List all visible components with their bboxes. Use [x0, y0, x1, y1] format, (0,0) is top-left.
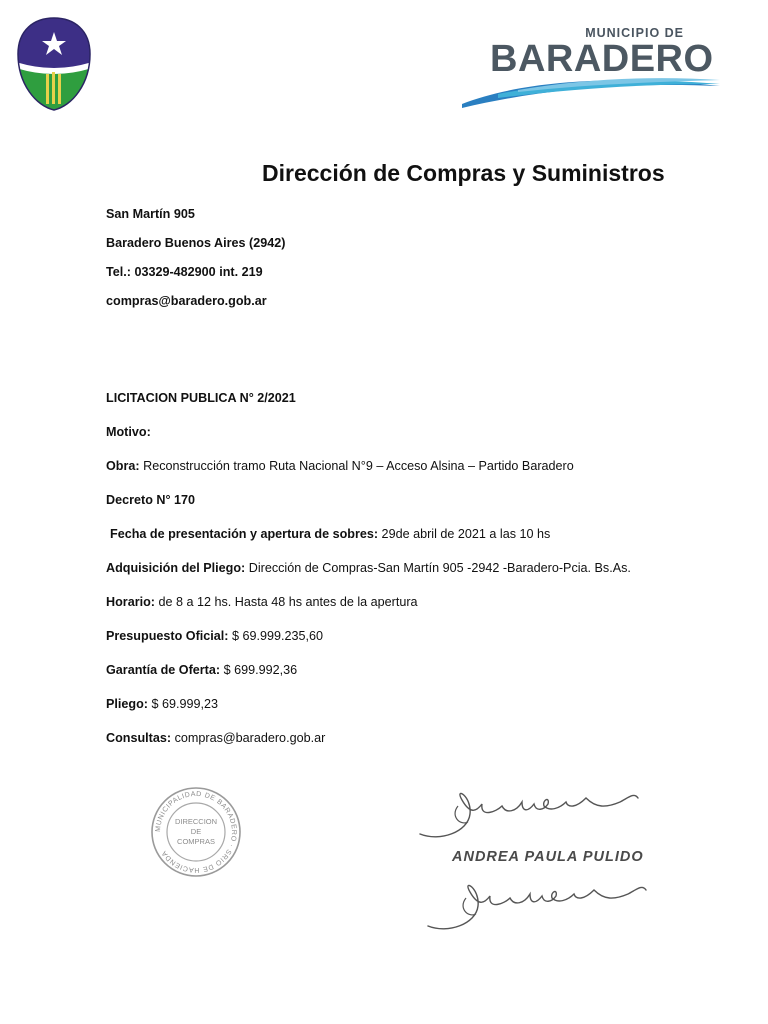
pliego-row	[106, 696, 746, 730]
consultas-row	[106, 730, 746, 764]
tender-details	[106, 390, 746, 764]
adquisicion-label: Adquisición del Pliego:	[106, 561, 246, 575]
adquisicion-value: Dirección de Compras-San Martín 905 -2942 -Baradero-Pcia. Bs.As.	[245, 561, 631, 575]
obra-row	[106, 458, 746, 492]
phone-line: Tel.: 03329-482900 int. 219	[106, 265, 263, 279]
presupuesto-row	[106, 628, 746, 662]
pliego-value: $ 69.999,23	[147, 697, 219, 711]
adquisicion-row	[106, 560, 746, 594]
pliego-label: Pliego:	[106, 697, 148, 711]
stamp-inner-line2: DE	[190, 827, 202, 836]
presupuesto-label: Presupuesto Oficial:	[106, 629, 229, 643]
garantia-row	[106, 662, 746, 696]
horario-row	[106, 594, 746, 628]
fecha-label: Fecha de presentación y apertura de sobres:	[110, 527, 379, 541]
official-stamp-icon	[150, 786, 242, 878]
decreto-label: Decreto N° 170	[106, 493, 196, 507]
horario-label: Horario:	[106, 595, 155, 609]
signer-name: ANDREA PAULA PULIDO	[452, 849, 644, 865]
municipio-logo	[458, 20, 728, 110]
decreto-row	[106, 492, 746, 526]
page-title: Dirección de Compras y Suministros	[262, 160, 665, 186]
obra-label: Obra:	[106, 459, 140, 473]
motivo-label: Motivo:	[106, 425, 151, 439]
stamp-outer-text: MUNICIPALIDAD DE BARADERO · SRIO DE HACIENDA	[154, 790, 238, 874]
consultas-value: compras@baradero.gob.ar	[171, 731, 326, 745]
garantia-label: Garantía de Oferta:	[106, 663, 221, 677]
licitacion-label: LICITACION PUBLICA N° 2/2021	[106, 391, 296, 405]
garantia-value: $ 699.992,36	[220, 663, 298, 677]
city-line: Baradero Buenos Aires (2942)	[106, 236, 286, 250]
fecha-value: 29de abril de 2021 a las 10 hs	[378, 527, 551, 541]
email-line: compras@baradero.gob.ar	[106, 294, 267, 308]
logo-swoosh-icon	[458, 64, 728, 110]
horario-value: de 8 a 12 hs. Hasta 48 hs antes de la apertura	[154, 595, 418, 609]
obra-value: Reconstrucción tramo Ruta Nacional N°9 – Acceso Alsina – Partido Baradero	[139, 459, 574, 473]
handwritten-signature-repeat	[420, 868, 660, 938]
municipio-name: BARADERO	[490, 38, 714, 80]
motivo-row	[106, 424, 746, 458]
municipio-subtitle: MUNICIPIO DE	[585, 26, 684, 40]
handwritten-signature	[410, 778, 650, 848]
stamp-inner-line1: DIRECCION	[174, 817, 218, 826]
stamp-inner-line3: COMPRAS	[177, 837, 215, 846]
licitacion-heading	[106, 390, 746, 424]
fecha-row	[106, 526, 746, 560]
contact-block	[106, 206, 285, 322]
presupuesto-value: $ 69.999.235,60	[228, 629, 324, 643]
address-line: San Martín 905	[106, 207, 195, 221]
consultas-label: Consultas:	[106, 731, 172, 745]
municipal-crest-icon	[16, 16, 92, 112]
